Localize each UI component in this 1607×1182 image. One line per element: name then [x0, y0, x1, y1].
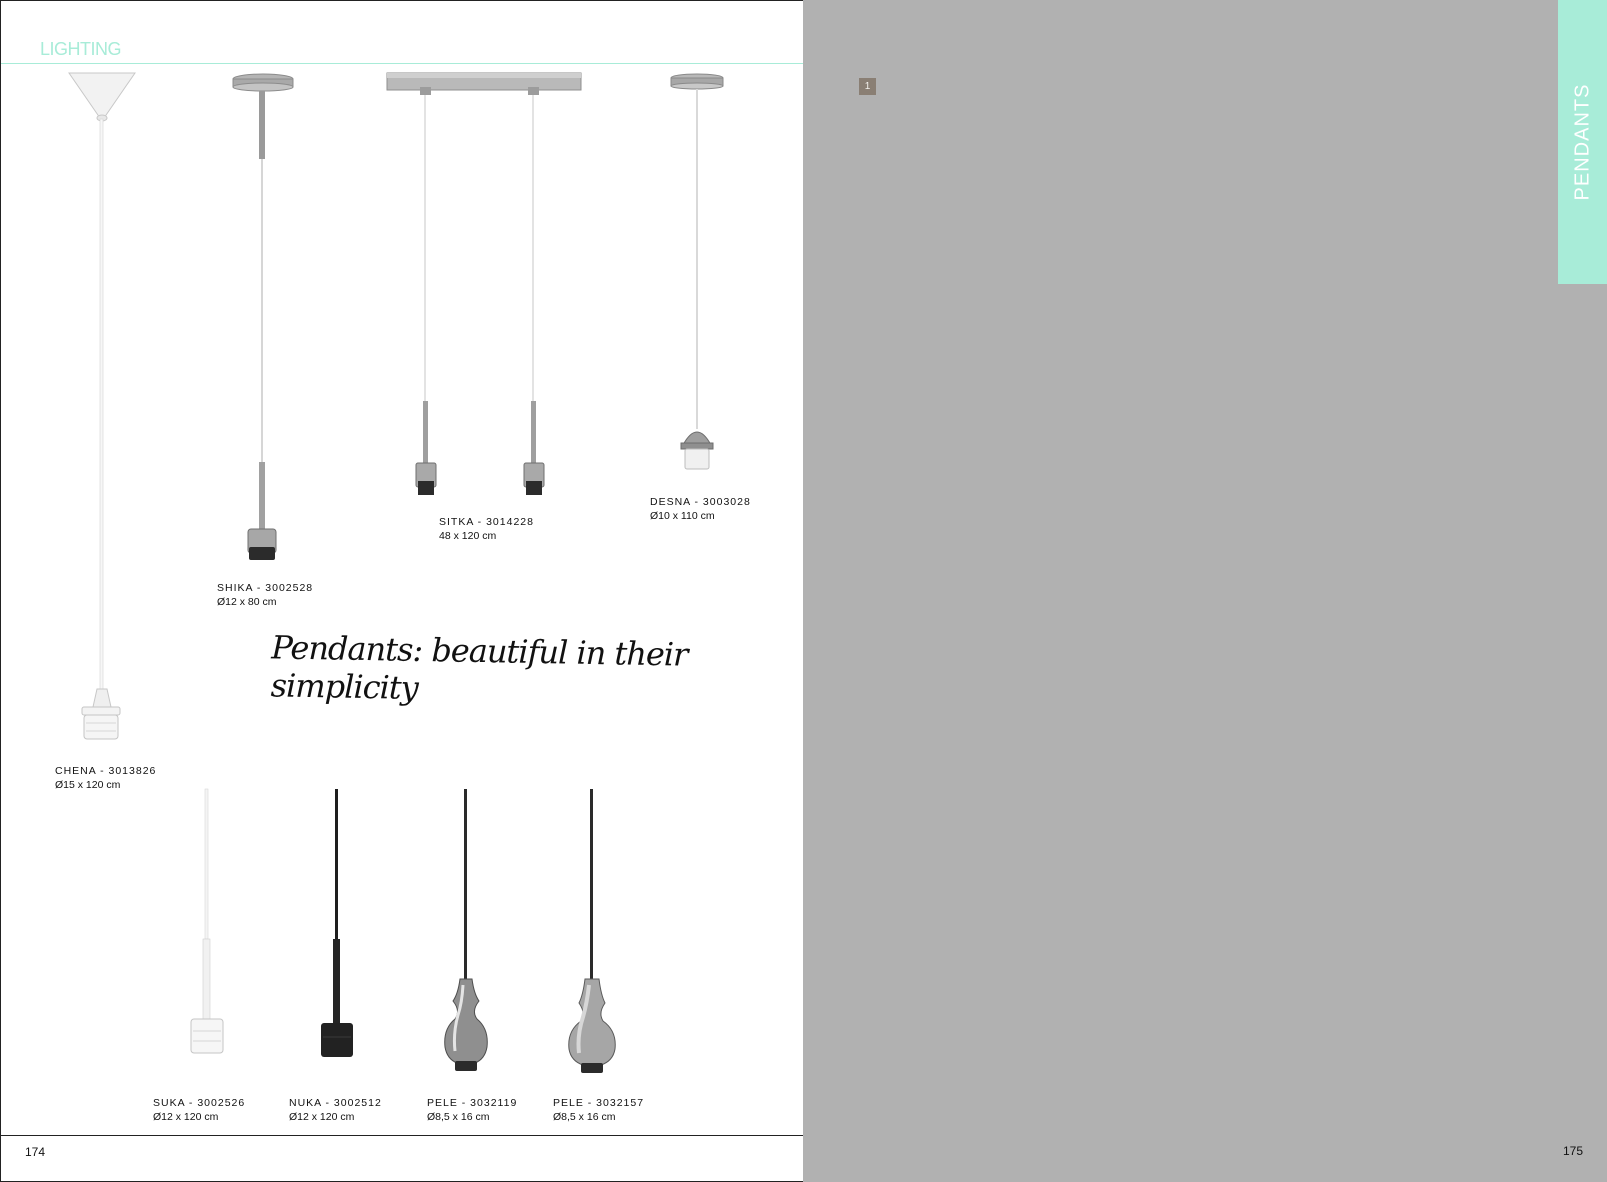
section-title: LIGHTING	[40, 39, 122, 59]
product-name: SHIKA - 3002528	[217, 582, 314, 594]
product-name: SITKA - 3014228	[439, 516, 534, 528]
product-dimensions: Ø15 x 120 cm	[55, 779, 121, 791]
product-image-shika	[231, 73, 295, 567]
product-name: SUKA - 3002526	[153, 1097, 246, 1109]
product-dimensions: Ø10 x 110 cm	[650, 510, 715, 522]
product-image-nuka	[315, 789, 359, 1081]
product-caption-pele-1	[427, 1096, 517, 1124]
product-caption-pele-2	[553, 1096, 644, 1124]
product-caption-shika	[217, 581, 313, 609]
product-caption-desna	[650, 495, 751, 523]
category-tab-label: PENDANTS	[1571, 83, 1593, 201]
product-caption-chena	[55, 764, 156, 792]
product-dimensions: Ø12 x 120 cm	[289, 1111, 355, 1123]
product-image-sitka	[387, 73, 581, 501]
product-image-suka	[185, 789, 229, 1081]
product-name: NUKA - 3002512	[289, 1097, 382, 1109]
product-name: DESNA - 3003028	[650, 496, 751, 508]
photo-marker: 1	[859, 78, 876, 95]
product-dimensions: 48 x 120 cm	[439, 530, 497, 542]
page-number-left: 174	[25, 1145, 46, 1159]
page-number-right: 175	[1562, 1144, 1583, 1158]
product-dimensions: Ø12 x 120 cm	[153, 1111, 219, 1123]
product-image-chena	[67, 71, 137, 751]
product-dimensions: Ø12 x 80 cm	[217, 596, 277, 608]
product-dimensions: Ø8,5 x 16 cm	[427, 1111, 490, 1123]
product-image-pele-2	[565, 789, 619, 1083]
product-image-pele-1	[441, 789, 491, 1083]
product-name: CHENA - 3013826	[55, 765, 157, 777]
product-image-desna	[669, 73, 725, 483]
right-page-photo-placeholder	[803, 0, 1607, 1182]
product-name: PELE - 3032157	[553, 1097, 645, 1109]
product-dimensions: Ø8,5 x 16 cm	[553, 1111, 616, 1123]
category-tab	[1558, 0, 1607, 284]
header-rule	[1, 63, 804, 64]
left-page	[0, 0, 803, 1182]
tagline: Pendants: beautiful in their simplicity	[270, 628, 688, 707]
footer-rule	[1, 1135, 804, 1136]
product-caption-suka	[153, 1096, 245, 1124]
product-name: PELE - 3032119	[427, 1097, 518, 1109]
product-caption-nuka	[289, 1096, 382, 1124]
product-caption-sitka	[439, 515, 534, 543]
